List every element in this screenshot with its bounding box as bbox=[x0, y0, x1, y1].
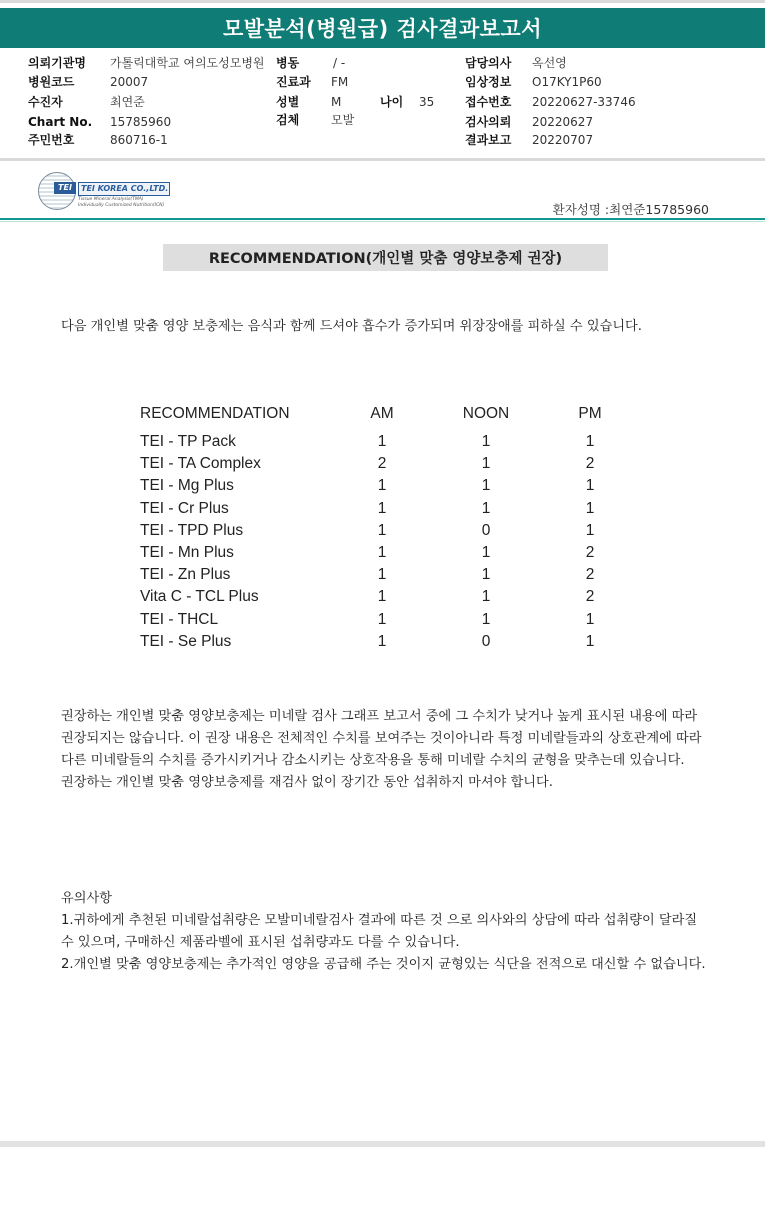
report-value: 20220707 bbox=[532, 133, 594, 147]
pm-dose: 2 bbox=[585, 455, 595, 473]
caution-item-2: 2.개인별 맞춤 영양보충제는 추가적인 영양을 공급해 주는 것이지 균형있는 식단을 전적으로 대신할 수 없습니다. bbox=[61, 957, 706, 972]
examinee-value: 최연준 bbox=[110, 95, 145, 109]
dept-label: 진료과 bbox=[276, 75, 311, 89]
am-dose: 1 bbox=[377, 610, 387, 628]
logo-badge: TEI bbox=[54, 182, 76, 194]
am-dose: 1 bbox=[377, 544, 387, 562]
am-dose: 1 bbox=[377, 499, 387, 517]
top-divider bbox=[0, 0, 765, 3]
clinical-label: 임상정보 bbox=[465, 75, 512, 89]
caution-title: 유의사항 bbox=[61, 891, 112, 906]
specimen-value: 모발 bbox=[331, 113, 355, 127]
header-am: AM bbox=[370, 405, 394, 422]
header-noon: NOON bbox=[462, 405, 510, 422]
pm-dose: 1 bbox=[585, 499, 595, 517]
pm-dose: 1 bbox=[585, 433, 595, 451]
doctor-label: 담당의사 bbox=[465, 56, 512, 70]
specimen-label: 검체 bbox=[276, 113, 300, 127]
note-text bbox=[61, 706, 706, 794]
noon-dose: 0 bbox=[481, 521, 491, 539]
teal-divider-light bbox=[0, 221, 765, 222]
pm-dose: 1 bbox=[585, 632, 595, 650]
hospital-value: 가톨릭대학교 여의도성모병원 bbox=[110, 56, 265, 70]
logo-subtitle bbox=[78, 197, 164, 209]
supplement-name: TEI - TA Complex bbox=[140, 455, 261, 473]
age-value: 35 bbox=[419, 95, 435, 109]
rrn-label: 주민번호 bbox=[28, 133, 75, 147]
noon-dose: 1 bbox=[481, 588, 491, 606]
noon-dose: 1 bbox=[481, 610, 491, 628]
rrn-value: 860716-1 bbox=[110, 133, 168, 147]
noon-dose: 1 bbox=[481, 544, 491, 562]
am-dose: 1 bbox=[377, 588, 387, 606]
intro-text: 다음 개인별 맞춤 영양 보충제는 음식과 함께 드셔야 흡수가 증가되며 위장장애를 피하실 수 있습니다. bbox=[61, 319, 642, 334]
recommendation-title: RECOMMENDATION(개인별 맞춤 영양보충제 권장) bbox=[163, 244, 608, 271]
note-paragraph-2: 권장하는 개인별 맞춤 영양보충제를 재검사 없이 장기간 동안 섭취하지 마셔야 합니다. bbox=[61, 775, 553, 790]
request-label: 검사의뢰 bbox=[465, 115, 512, 129]
ward-label: 병동 bbox=[276, 56, 300, 70]
am-dose: 1 bbox=[377, 632, 387, 650]
table-row bbox=[140, 586, 624, 608]
logo-sub-line1: Tissue Mineral Analysis(TMA) bbox=[78, 197, 144, 202]
ward-value: / - bbox=[333, 56, 346, 70]
supplement-name: TEI - TPD Plus bbox=[140, 521, 244, 539]
supplement-name: TEI - THCL bbox=[140, 610, 219, 628]
table-row bbox=[140, 475, 624, 497]
table-row bbox=[140, 431, 624, 453]
chart-label: Chart No. bbox=[28, 115, 93, 129]
pm-dose: 1 bbox=[585, 477, 595, 495]
table-row bbox=[140, 498, 624, 520]
table-row bbox=[140, 453, 624, 475]
noon-dose: 1 bbox=[481, 455, 491, 473]
receipt-label: 접수번호 bbox=[465, 95, 512, 109]
pm-dose: 1 bbox=[585, 610, 595, 628]
age-label: 나이 bbox=[380, 95, 404, 109]
report-title: 모발분석(병원급) 검사결과보고서 bbox=[0, 8, 765, 48]
supplement-name: TEI - Mg Plus bbox=[140, 477, 234, 495]
am-dose: 2 bbox=[377, 455, 387, 473]
tei-logo bbox=[38, 172, 173, 212]
table-row bbox=[140, 631, 624, 653]
table-header-row bbox=[140, 405, 624, 431]
note-paragraph-1: 권장하는 개인별 맞춤 영양보충제는 미네랄 검사 그래프 보고서 중에 그 수치가 낮거나 높게 표시된 내용에 따라 권장되지는 않습니다. 이 권장 내용은 전체적인 수치를 보여주는 것이아니라 특정 미네랄들과의 상호관계에 따라 다른 미네랄들의 수치를 증가시키거나 감소시키는 상호작용을 통해 미네랄 수치의 균형을 맞추는데 있습니다. bbox=[61, 709, 702, 768]
code-label: 병원코드 bbox=[28, 75, 75, 89]
table-body bbox=[140, 431, 624, 653]
code-value: 20007 bbox=[110, 75, 149, 89]
pm-dose: 2 bbox=[585, 588, 595, 606]
clinical-value: O17KY1P60 bbox=[532, 75, 602, 89]
caution-item-1: 1.귀하에게 추천된 미네랄섭취량은 모발미네랄검사 결과에 따른 것 으로 의사와의 상담에 따라 섭취량이 달라질 수 있으며, 구매하신 제품라벨에 표시된 섭취량과도 다를 수 있습니다. bbox=[61, 913, 698, 950]
report-label: 결과보고 bbox=[465, 133, 512, 147]
noon-dose: 1 bbox=[481, 566, 491, 584]
receipt-value: 20220627-33746 bbox=[532, 95, 636, 109]
sex-label: 성별 bbox=[276, 95, 300, 109]
teal-divider bbox=[0, 218, 765, 220]
pm-dose: 2 bbox=[585, 544, 595, 562]
pm-dose: 1 bbox=[585, 521, 595, 539]
noon-dose: 1 bbox=[481, 433, 491, 451]
table-row bbox=[140, 520, 624, 542]
caution-section bbox=[61, 888, 706, 976]
supplement-name: Vita C - TCL Plus bbox=[140, 588, 259, 606]
supplement-name: TEI - Mn Plus bbox=[140, 544, 234, 562]
examinee-label: 수진자 bbox=[28, 95, 63, 109]
footer-divider bbox=[0, 1141, 765, 1147]
table-row bbox=[140, 542, 624, 564]
am-dose: 1 bbox=[377, 433, 387, 451]
am-dose: 1 bbox=[377, 566, 387, 584]
noon-dose: 1 bbox=[481, 477, 491, 495]
header-pm: PM bbox=[578, 405, 602, 422]
sex-value: M bbox=[331, 95, 342, 109]
chart-value: 15785960 bbox=[110, 115, 172, 129]
supplement-name: TEI - Zn Plus bbox=[140, 566, 231, 584]
doctor-value: 옥선영 bbox=[532, 56, 567, 70]
noon-dose: 0 bbox=[481, 632, 491, 650]
report-info bbox=[0, 54, 765, 154]
supplement-name: TEI - Cr Plus bbox=[140, 499, 229, 517]
header-divider bbox=[0, 158, 765, 161]
logo-sub-line2: Individually Customized Nutrition(ICN) bbox=[78, 203, 165, 208]
logo-company-name: TEI KOREA CO.,LTD. bbox=[78, 182, 170, 196]
table-row bbox=[140, 609, 624, 631]
supplement-name: TEI - TP Pack bbox=[140, 433, 236, 451]
request-value: 20220627 bbox=[532, 115, 594, 129]
pm-dose: 2 bbox=[585, 566, 595, 584]
am-dose: 1 bbox=[377, 477, 387, 495]
table-row bbox=[140, 564, 624, 586]
supplement-name: TEI - Se Plus bbox=[140, 632, 232, 650]
dept-value: FM bbox=[331, 75, 349, 89]
header-recommendation: RECOMMENDATION bbox=[140, 405, 290, 422]
patient-name-line: 환자성명 :최연준15785960 bbox=[552, 202, 709, 217]
noon-dose: 1 bbox=[481, 499, 491, 517]
am-dose: 1 bbox=[377, 521, 387, 539]
hospital-label: 의뢰기관명 bbox=[28, 56, 86, 70]
recommendation-table bbox=[140, 405, 624, 653]
